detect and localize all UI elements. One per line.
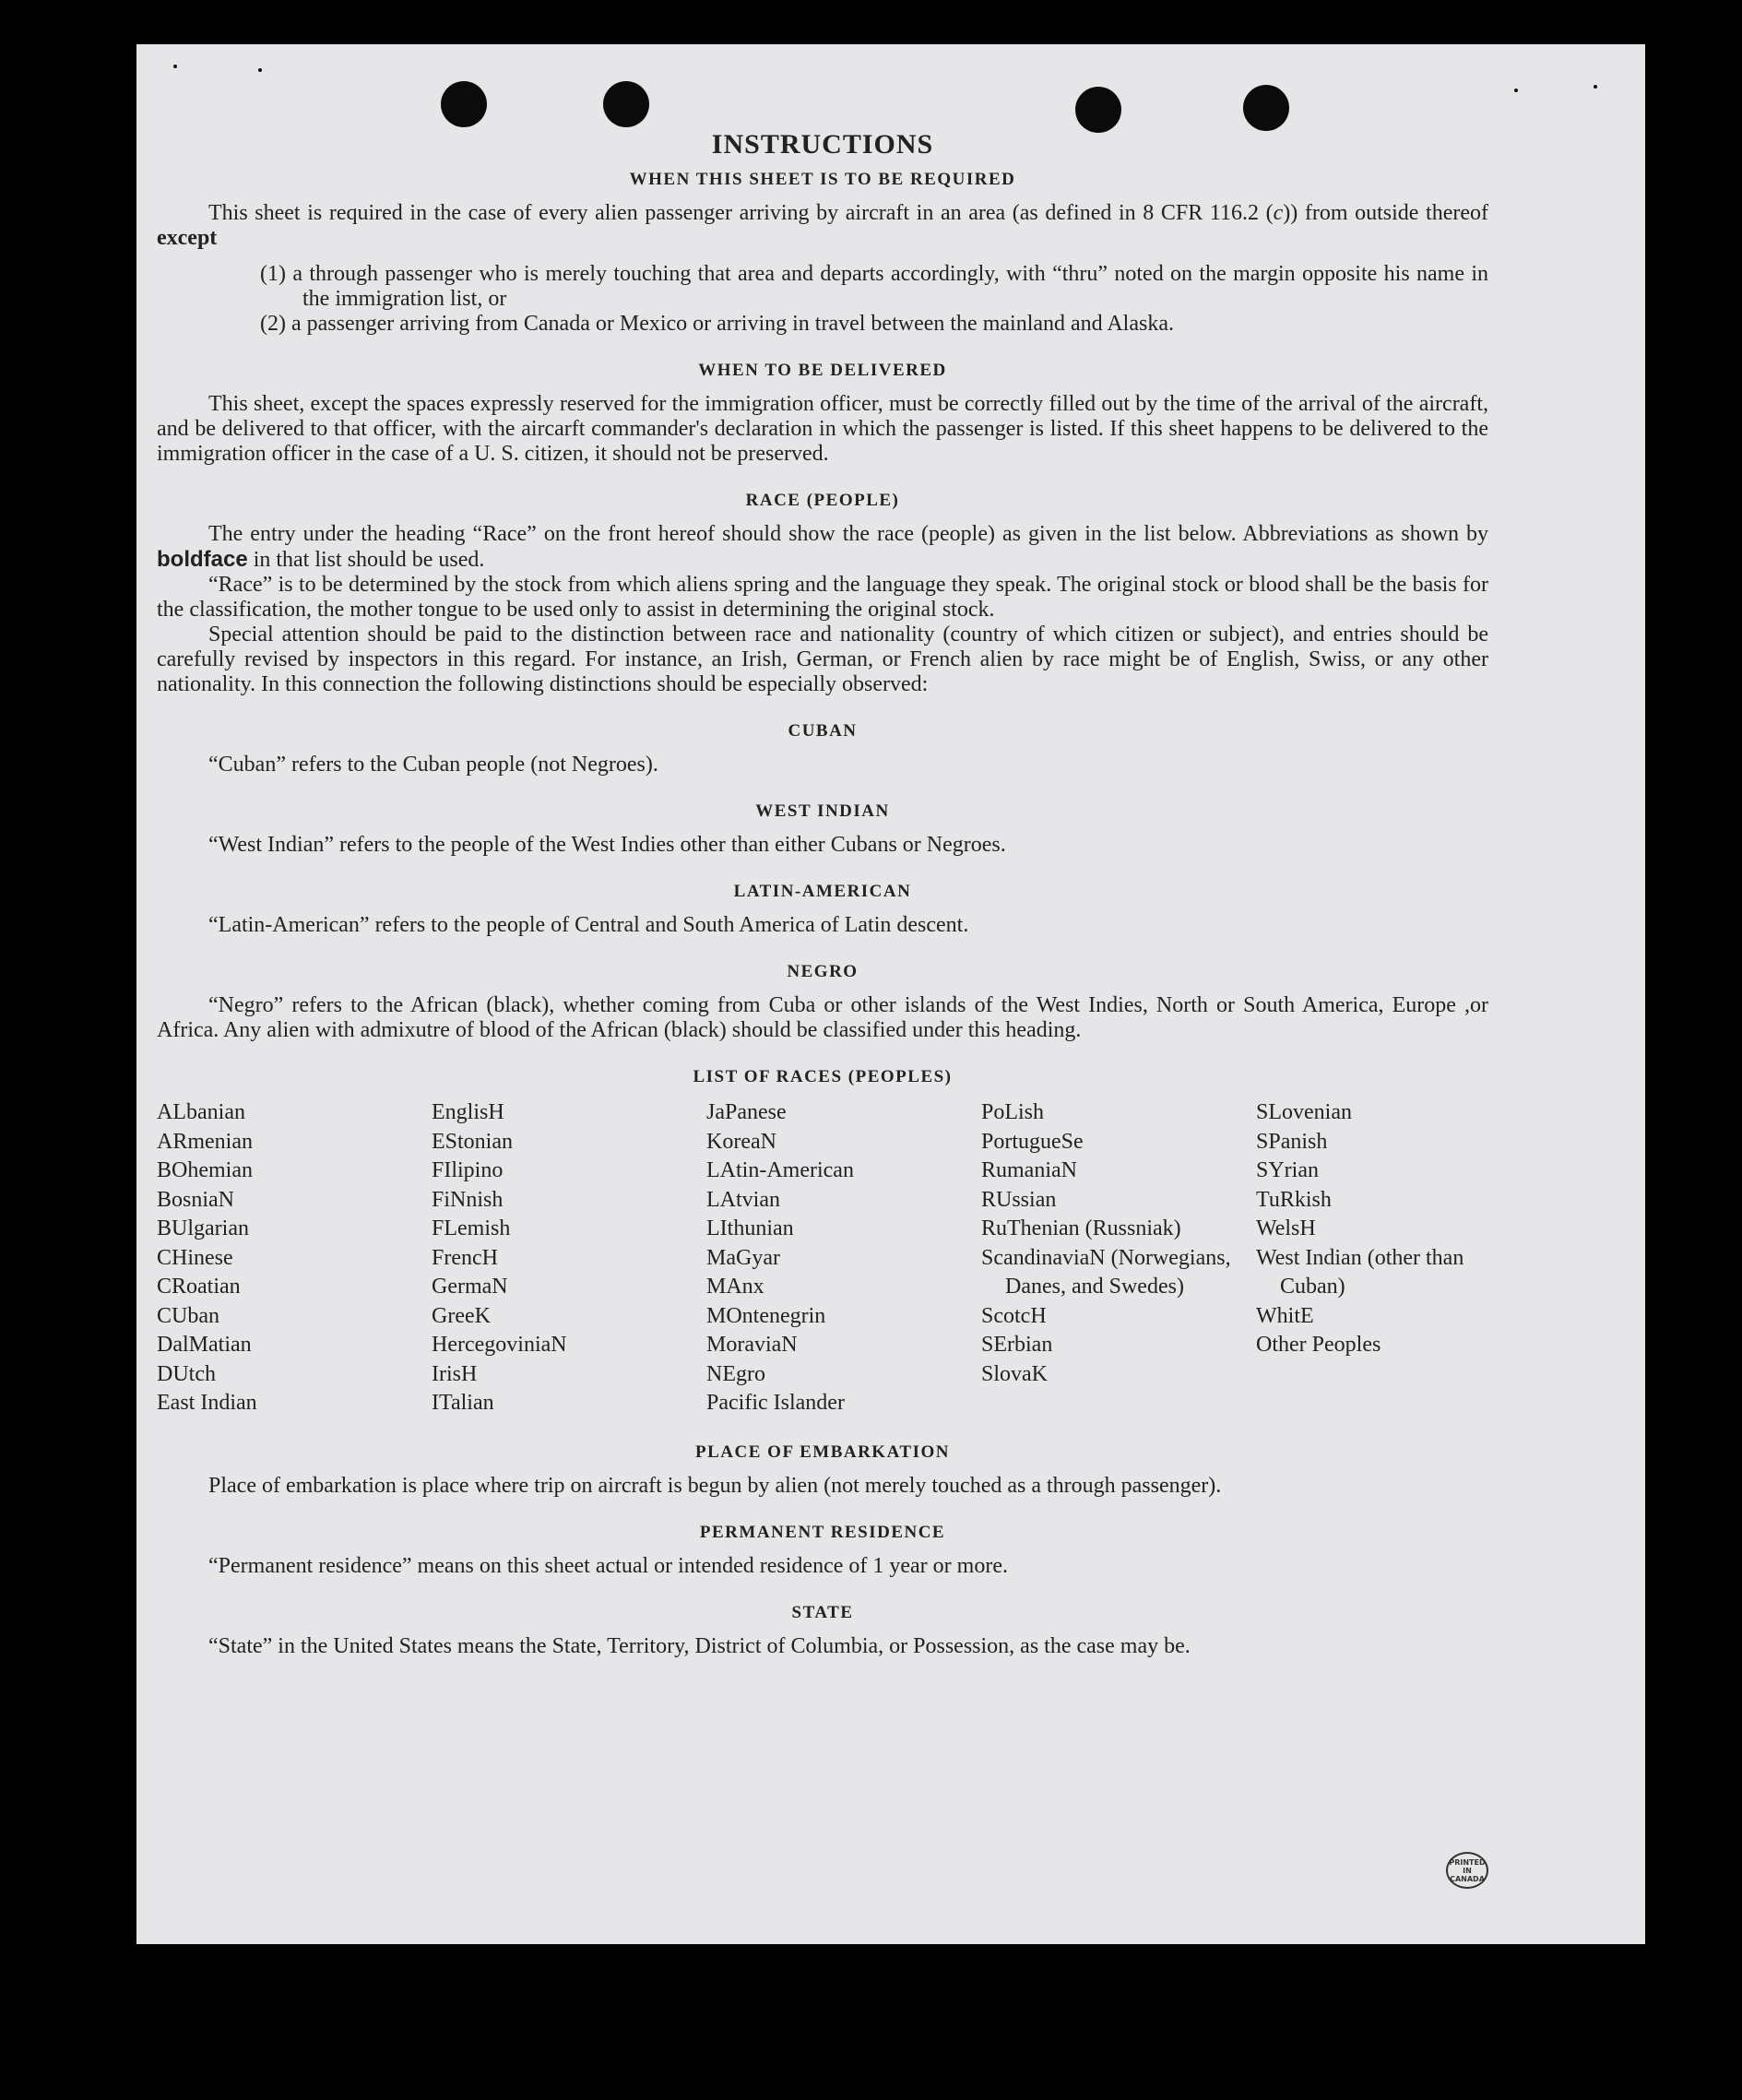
races-column — [432, 1098, 706, 1418]
section-heading-latin-american: LATIN-AMERICAN — [733, 882, 912, 901]
race-entry: GreeK — [432, 1303, 491, 1328]
text-span-bold: boldface — [157, 547, 248, 572]
race-entry: CRoatian — [157, 1275, 241, 1299]
races-column — [981, 1098, 1256, 1418]
race-entry: BUlgarian — [157, 1216, 249, 1240]
text-span-bold: except — [157, 226, 218, 250]
race-entry: TuRkish — [1256, 1187, 1332, 1212]
paragraph-cuban: “Cuban” refers to the Cuban people (not Negroes). — [208, 753, 658, 777]
race-entry: ITalian — [432, 1391, 494, 1415]
race-entry: RuThenian (Russniak) — [981, 1216, 1181, 1240]
race-entry: WhitE — [1256, 1303, 1314, 1328]
section-heading-residence: PERMANENT RESIDENCE — [699, 1522, 946, 1542]
race-entry: WelsH — [1256, 1216, 1316, 1240]
page-title: INSTRUCTIONS — [711, 129, 934, 160]
section-heading-state: STATE — [791, 1602, 854, 1622]
section-heading-list-of-races: LIST OF RACES (PEOPLES) — [693, 1067, 953, 1086]
race-entry: CUban — [157, 1303, 219, 1328]
document-sheet — [136, 44, 1645, 1944]
race-entry: MaGyar — [706, 1245, 780, 1270]
race-entry: Pacific Islander — [706, 1391, 845, 1415]
race-entry: FrencH — [432, 1245, 498, 1270]
race-entry: DUtch — [157, 1361, 216, 1386]
list-item: (2) a passenger arriving from Canada or Mexico or arriving in travel between the mainland and Alaska. — [260, 312, 1174, 336]
race-entry: PoLish — [981, 1100, 1045, 1124]
paragraph-negro: “Negro” refers to the African (black), whether coming from Cuba or other islands of the West Indies, North or South America, Europe ,or Africa. Any alien with admixutre of blood of the African (black) should be classified under this heading. — [157, 993, 1488, 1042]
race-entry: LAtvian — [706, 1187, 780, 1212]
speck — [1594, 85, 1597, 89]
race-entry: DalMatian — [157, 1333, 252, 1357]
race-entry: ARmenian — [157, 1129, 253, 1154]
punch-hole — [1243, 85, 1289, 131]
race-entry: ALbanian — [157, 1100, 245, 1124]
section-heading-required: WHEN THIS SHEET IS TO BE REQUIRED — [629, 170, 1016, 189]
race-entry: SlovaK — [981, 1361, 1048, 1386]
paragraph-latin-american: “Latin-American” refers to the people of Central and South America of Latin descent. — [208, 913, 969, 937]
race-entry: BOhemian — [157, 1158, 253, 1182]
race-entry: GermaN — [432, 1275, 508, 1299]
section-heading-negro: NEGRO — [787, 962, 859, 981]
races-column — [706, 1098, 981, 1418]
races-list — [157, 1098, 1488, 1418]
race-entry: ScandinaviaN (Norwegians, Danes, and Swedes) — [981, 1245, 1231, 1299]
race-entry: MAnx — [706, 1275, 764, 1299]
race-entry: FIlipino — [432, 1158, 504, 1182]
paragraph-race-2: “Race” is to be determined by the stock from which aliens spring and the language they speak. The original stock or blood shall be the basis for the classification, the mother tongue to be used only to assist in determining the original stock. — [157, 573, 1488, 622]
speck — [173, 65, 177, 68]
race-entry: IrisH — [432, 1361, 478, 1386]
punch-hole — [441, 81, 487, 127]
paragraph-required — [157, 201, 1488, 251]
race-entry: RUssian — [981, 1187, 1057, 1212]
paragraph-residence: “Permanent residence” means on this sheet actual or intended residence of 1 year or more. — [208, 1553, 1008, 1578]
race-entry: SPanish — [1256, 1129, 1328, 1154]
text-span: This sheet is required in the case of every alien passenger arriving by aircraft in an area (as defined in 8 CFR 116.2 ( — [208, 201, 1274, 225]
paragraph-embarkation: Place of embarkation is place where trip on aircraft is begun by alien (not merely touched as a through passenger). — [208, 1473, 1222, 1498]
race-entry: SLovenian — [1256, 1100, 1352, 1124]
race-entry: ScotcH — [981, 1303, 1047, 1328]
race-entry: PortugueSe — [981, 1129, 1084, 1154]
race-entry: SYrian — [1256, 1158, 1319, 1182]
races-column — [1256, 1098, 1488, 1418]
instructions-content — [157, 129, 1488, 1659]
race-entry: FiNnish — [432, 1187, 504, 1212]
list-item: (1) a through passenger who is merely touching that area and departs accordingly, with “thru” noted on the margin opposite his name in the immigration list, or — [260, 262, 1488, 311]
race-entry: EnglisH — [432, 1100, 504, 1124]
race-entry: FLemish — [432, 1216, 511, 1240]
race-entry: MOntenegrin — [706, 1303, 826, 1328]
race-entry: LAtin-American — [706, 1158, 854, 1182]
race-entry: West Indian (other than Cuban) — [1256, 1245, 1464, 1299]
section-heading-embarkation: PLACE OF EMBARKATION — [695, 1442, 950, 1462]
section-heading-cuban: CUBAN — [788, 721, 858, 741]
text-span: )) from outside thereof — [1283, 201, 1489, 225]
paragraph-state: “State” in the United States means the State, Territory, District of Columbia, or Possession, as the case may be. — [208, 1633, 1191, 1658]
punch-hole — [1075, 87, 1121, 133]
text-span-italic: c — [1273, 201, 1284, 225]
speck — [258, 68, 262, 72]
race-entry: NEgro — [706, 1361, 765, 1386]
paragraph-west-indian: “West Indian” refers to the people of the West Indies other than either Cubans or Negroes. — [208, 833, 1006, 857]
race-entry: Other Peoples — [1256, 1333, 1381, 1357]
race-entry: CHinese — [157, 1245, 233, 1270]
section-heading-delivered: WHEN TO BE DELIVERED — [698, 361, 947, 380]
race-entry: BosniaN — [157, 1187, 234, 1212]
race-entry: East Indian — [157, 1391, 257, 1415]
races-column — [157, 1098, 432, 1418]
text-span: The entry under the heading “Race” on the front hereof should show the race (people) as given in the list below. Abbreviations as shown by — [208, 522, 1488, 546]
text-span: in that list should be used. — [247, 548, 485, 572]
paragraph-race-1 — [157, 522, 1488, 573]
race-entry: RumaniaN — [981, 1158, 1077, 1182]
race-entry: HercegoviniaN — [432, 1333, 567, 1357]
race-entry: SErbian — [981, 1333, 1053, 1357]
punch-hole — [603, 81, 649, 127]
race-entry: LIthunian — [706, 1216, 794, 1240]
paragraph-delivered: This sheet, except the spaces expressly reserved for the immigration officer, must be correctly filled out by the time of the arrival of the aircraft, and be delivered to that officer, with the aircarft commander's declaration in which the passenger is listed. If this sheet happens to be delivered to the immigration officer in the case of a U. S. citizen, it should not be preserved. — [157, 392, 1488, 466]
race-entry: MoraviaN — [706, 1333, 798, 1357]
paragraph-race-3: Special attention should be paid to the distinction between race and nationality (country of which citizen or subject), and entries should be carefully revised by inspectors in this regard. For instance, an Irish, German, or French alien by race might be of English, Swiss, or any other nationality. In this connection the following distinctions should be especially observed: — [157, 623, 1488, 696]
race-entry: JaPanese — [706, 1100, 787, 1124]
exception-list — [260, 262, 1488, 337]
race-entry: KoreaN — [706, 1129, 776, 1154]
section-heading-race: RACE (PEOPLE) — [745, 491, 900, 510]
speck — [1514, 89, 1518, 92]
printed-in-canada-seal: PRINTED IN CANADA — [1446, 1852, 1488, 1889]
section-heading-west-indian: WEST INDIAN — [755, 801, 890, 821]
race-entry: EStonian — [432, 1129, 513, 1154]
